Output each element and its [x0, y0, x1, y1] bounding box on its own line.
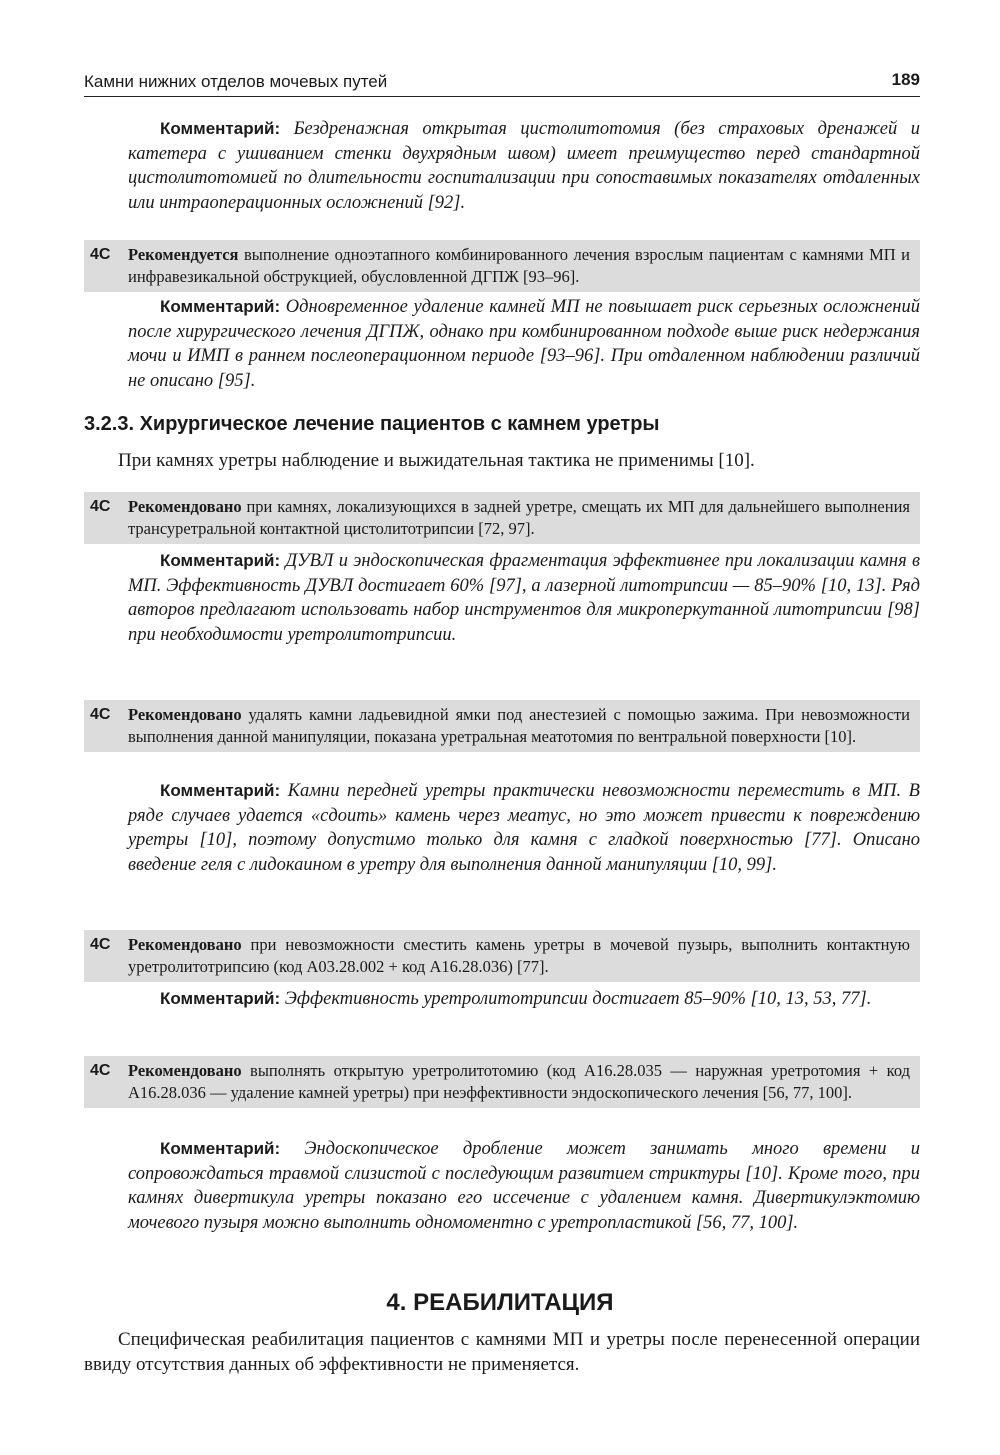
comment-text: Эффективность уретролитотрипсии достигает 85–90% [10, 13, 53, 77].	[284, 989, 872, 1009]
comment-label: Комментарий:	[160, 119, 281, 138]
comment-block	[128, 295, 920, 393]
evidence-grade-badge: 4С	[90, 498, 111, 515]
page-number: 189	[891, 70, 920, 89]
recommendation-box	[84, 930, 920, 982]
recommendation-box	[84, 700, 920, 752]
comment-block	[128, 779, 920, 877]
comment-text: ДУВЛ и эндоскопическая фрагментация эффективнее при локализации камня в МП. Эффективность ДУВЛ достигает 60% [97], а лазерной литотрипсии — 85–90% [10, 13]. Ряд авторов предлагают использовать набор инструментов для микроперкутанной литотрипсии [98] при необходимости уретролитотрипсии.	[128, 551, 920, 645]
recommendation-verb: Рекомендуется	[128, 245, 239, 264]
recommendation-box	[84, 1056, 920, 1108]
recommendation-box	[84, 492, 920, 544]
comment-text: Камни передней уретры практически невозможности переместить в МП. В ряде случаев удается «сдоить» камень через меатус, но это может привести к повреждению уретры [10], поэтому допустимо только для камня с гладкой поверхностью [77]. Описано введение геля с лидокаином в уретру для выполнения данной манипуляции [10, 99].	[128, 781, 920, 875]
comment-block	[128, 549, 920, 647]
section-title: 3.2.3. Хирургическое лечение пациентов с камнем уретры	[84, 413, 660, 435]
recommendation-text: при камнях, локализующихся в задней уретре, смещать их МП для дальнейшего выполнения трансуретральной контактной цистолитотрипсии [72, 97].	[128, 497, 910, 538]
recommendation-verb: Рекомендовано	[128, 935, 242, 954]
evidence-grade-badge: 4С	[90, 706, 111, 723]
running-header	[84, 70, 920, 97]
evidence-grade-badge: 4С	[90, 936, 111, 953]
recommendation-text: выполнять открытую уретролитотомию (код А16.28.035 — наружная уретротомия + код А16.28.036 — удаление камней уретры) при неэффективности эндоскопического лечения [56, 77, 100].	[128, 1061, 910, 1102]
comment-block	[128, 1137, 920, 1235]
comment-block	[128, 987, 920, 1012]
recommendation-verb: Рекомендовано	[128, 705, 242, 724]
running-title: Камни нижних отделов мочевых путей	[84, 72, 388, 91]
recommendation-box	[84, 240, 920, 292]
comment-text: Одновременное удаление камней МП не повышает риск серьезных осложнений после хирургического лечения ДГПЖ, однако при комбинированном подходе выше риск недержания мочи и ИМП в раннем послеоперационном периоде [93–96]. При отдаленном наблюдении различий не описано [95].	[128, 297, 920, 391]
comment-text: Эндоскопическое дробление может занимать много времени и сопровождаться травмой слизистой с последующим развитием стриктуры [10]. Кроме того, при камнях дивертикула уретры показано его иссечение с удалением камня. Дивертикулэктомию мочевого пузыря можно выполнить одномоментно с уретропластикой [56, 77, 100].	[128, 1139, 920, 1233]
recommendation-text: удалять камни ладьевидной ямки под анестезией с помощью зажима. При невозможности выполнения данной манипуляции, показана уретральная меатотомия по вентральной поверхности [10].	[128, 705, 910, 746]
recommendation-text: выполнение одноэтапного комбинированного лечения взрослым пациентам с камнями МП и инфравезикальной обструкцией, обусловленной ДГПЖ [93–96].	[128, 245, 910, 286]
comment-label: Комментарий:	[160, 989, 281, 1008]
body-paragraph: Специфическая реабилитация пациентов с камнями МП и уретры после перенесенной операции ввиду отсутствия данных об эффективности не применяется.	[84, 1329, 920, 1375]
recommendation-text: при невозможности сместить камень уретры в мочевой пузырь, выполнить контактную уретролитотрипсию (код А03.28.002 + код А16.28.036) [77].	[128, 935, 910, 976]
comment-label: Комментарий:	[160, 551, 281, 570]
comment-block	[128, 117, 920, 215]
body-paragraph: При камнях уретры наблюдение и выжидательная тактика не применимы [10].	[118, 450, 755, 471]
chapter-title: 4. РЕАБИЛИТАЦИЯ	[386, 1289, 614, 1316]
comment-label: Комментарий:	[160, 297, 281, 316]
comment-text: Бездренажная открытая цистолитотомия (без страховых дренажей и катетера с ушиванием стенки двухрядным швом) имеет преимущество перед стандартной цистолитотомией по длительности госпитализации при сопоставимых показателях отдаленных или интраоперационных осложнений [92].	[128, 119, 920, 213]
evidence-grade-badge: 4С	[90, 246, 111, 263]
recommendation-verb: Рекомендовано	[128, 1061, 242, 1080]
evidence-grade-badge: 4С	[90, 1062, 111, 1079]
comment-label: Комментарий:	[160, 781, 281, 800]
comment-label: Комментарий:	[160, 1139, 281, 1158]
recommendation-verb: Рекомендовано	[128, 497, 242, 516]
